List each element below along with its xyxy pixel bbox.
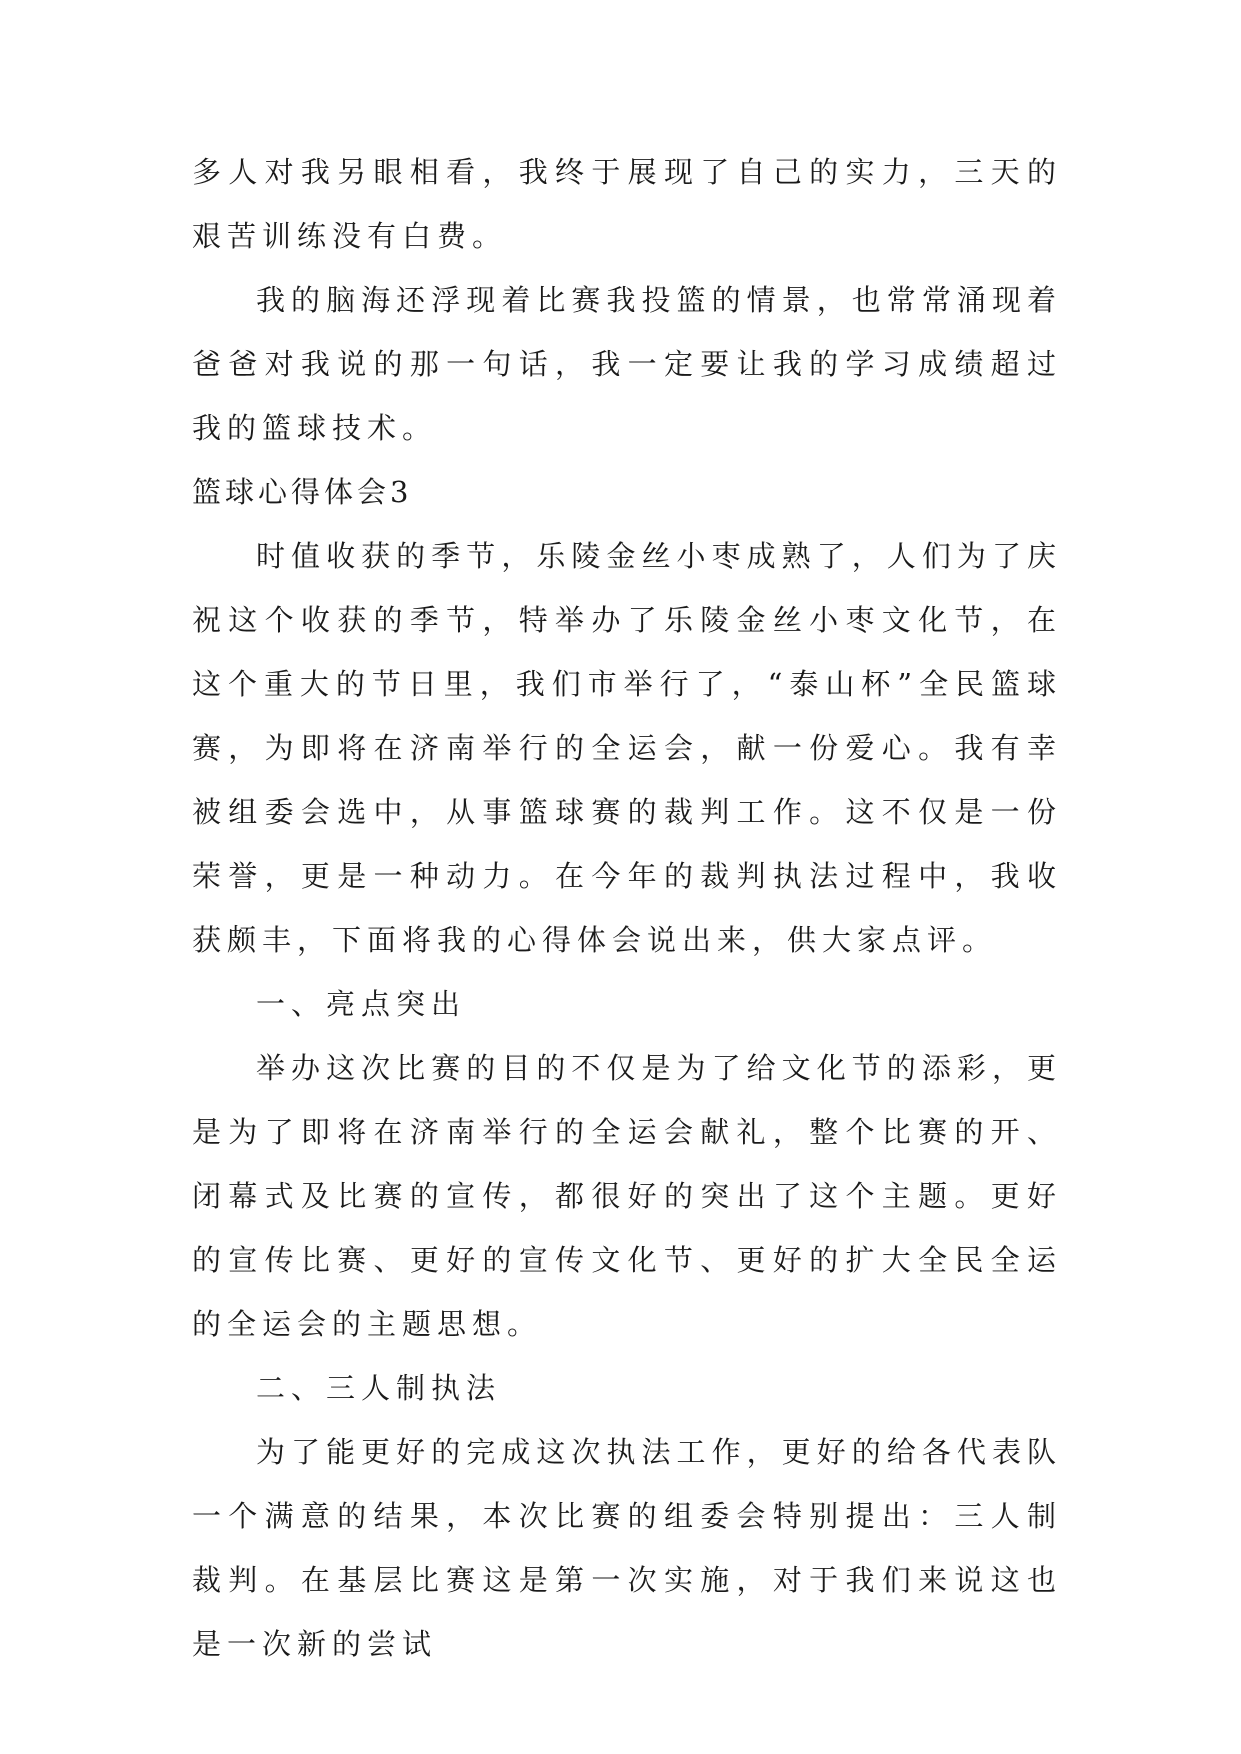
section-heading-highlights: 一、亮点突出 [256, 987, 467, 1021]
paragraph-intro: 时值收获的季节，乐陵金丝小枣成熟了，人们为了庆祝这个收获的季节，特举办了乐陵金丝小枣文化节，在这个重大的节日里，我们市举行了，“泰山杯”全民篮球赛，为即将在济南举行的全运会，献一份爱心。我有幸被组委会选中，从事篮球赛的裁判工作。这不仅是一份荣誉，更是一种动力。在今年的裁判执法过程中，我收获颇丰，下面将我的心得体会说出来，供大家点评。 [192, 539, 1062, 957]
document-page [192, 140, 1062, 1676]
paragraph-highlights: 举办这次比赛的目的不仅是为了给文化节的添彩，更是为了即将在济南举行的全运会献礼，整个比赛的开、闭幕式及比赛的宣传，都很好的突出了这个主题。更好的宣传比赛、更好的宣传文化节、更好的扩大全民全运的全运会的主题思想。 [192, 1051, 1062, 1341]
document-title: 篮球心得体会3 [192, 475, 413, 509]
paragraph-memory: 我的脑海还浮现着比赛我投篮的情景，也常常涌现着爸爸对我说的那一句话，我一定要让我的学习成绩超过我的篮球技术。 [192, 283, 1062, 445]
paragraph-continuation: 多人对我另眼相看，我终于展现了自己的实力，三天的艰苦训练没有白费。 [192, 155, 1062, 253]
paragraph-three-referees: 为了能更好的完成这次执法工作，更好的给各代表队一个满意的结果，本次比赛的组委会特别提出：三人制裁判。在基层比赛这是第一次实施，对于我们来说这也是一次新的尝试 [192, 1435, 1062, 1661]
section-heading-three-referees: 二、三人制执法 [256, 1371, 502, 1405]
